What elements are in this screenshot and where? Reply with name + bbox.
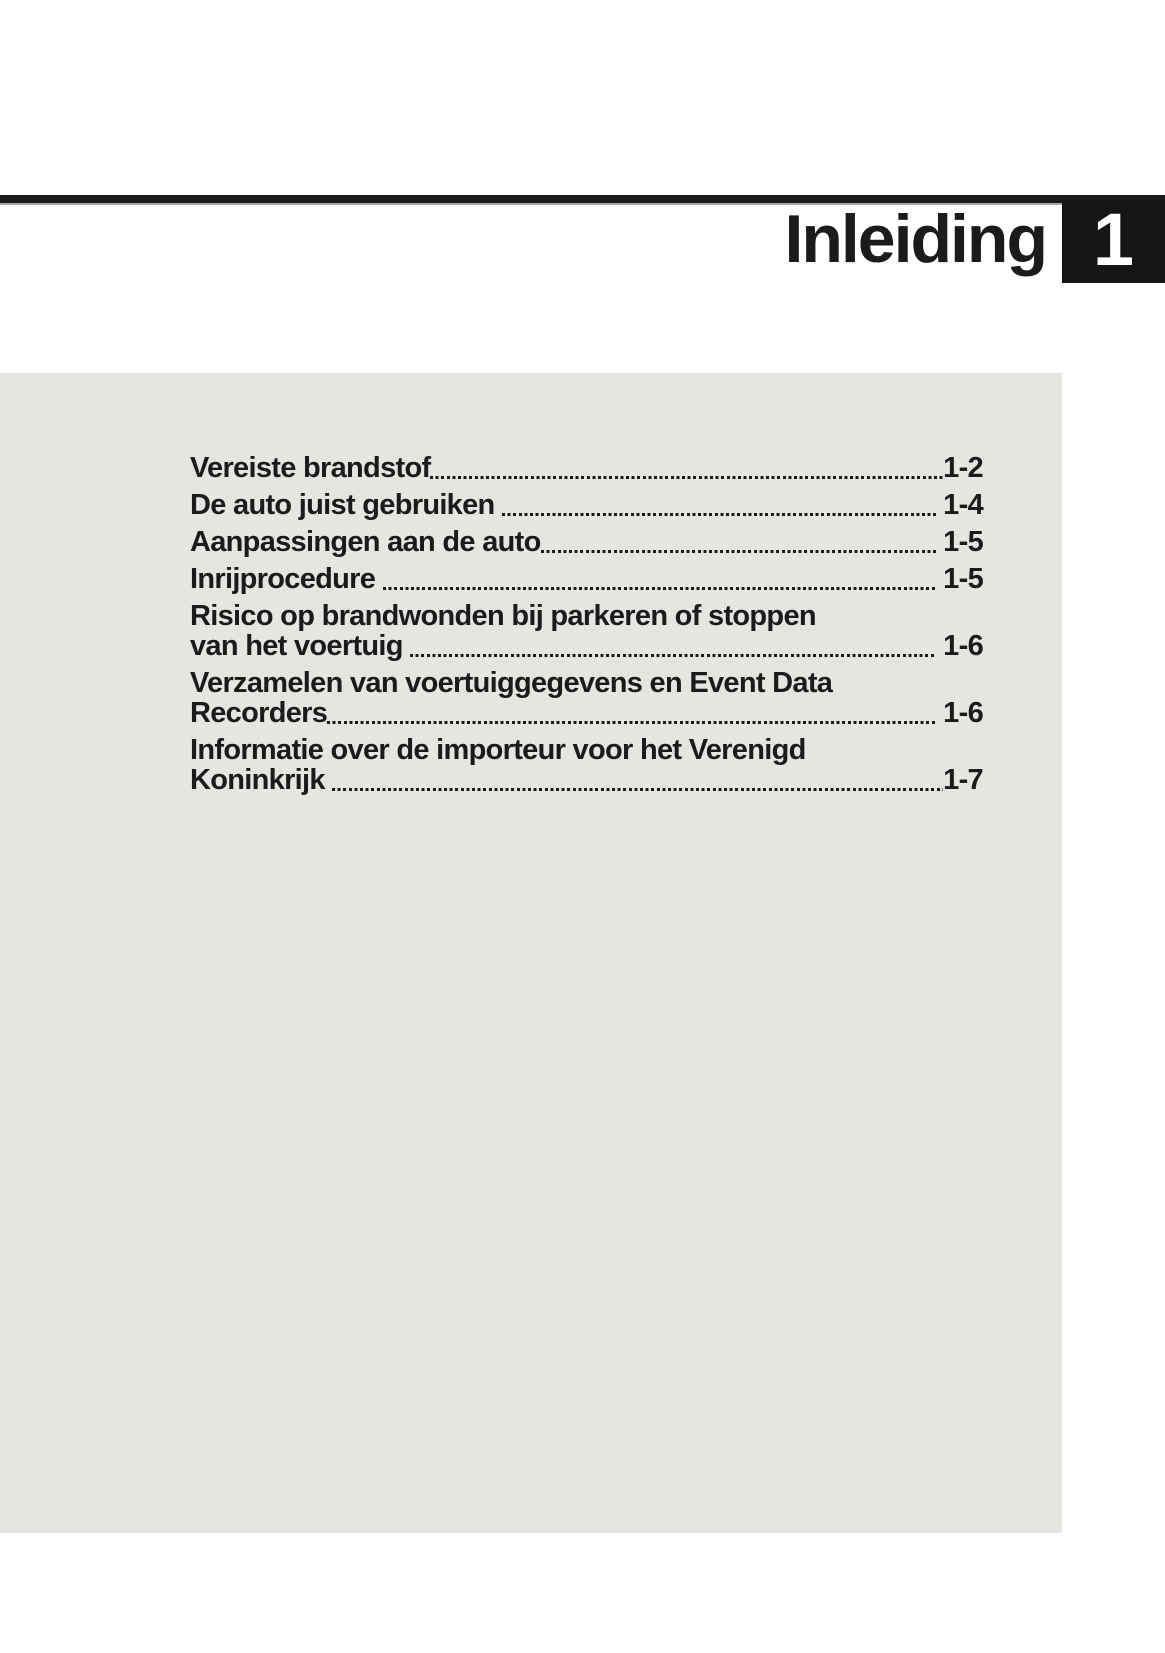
toc-entry-title: van het voertuig <box>190 630 411 662</box>
toc-line <box>190 564 983 594</box>
toc-line <box>190 601 983 631</box>
toc-entry-title: De auto juist gebruiken <box>190 489 502 521</box>
toc-line <box>190 765 983 795</box>
toc-line <box>190 668 983 698</box>
toc-entry <box>190 527 983 557</box>
toc-entry-title: Aanpassingen aan de auto <box>190 526 541 558</box>
toc-entry-title: Koninkrijk <box>190 764 333 796</box>
dot-leader <box>327 721 936 725</box>
toc-entry-title: Recorders <box>190 697 328 729</box>
toc-line <box>190 735 983 765</box>
page-number: 1-5 <box>935 526 983 558</box>
toc-line <box>190 527 983 557</box>
page-number: 1-2 <box>943 452 983 484</box>
page-number: 1-7 <box>943 764 983 796</box>
toc-panel <box>0 373 1062 1533</box>
toc-entry <box>190 735 983 795</box>
toc-entry <box>190 564 983 594</box>
dot-leader <box>502 513 936 517</box>
chapter-number: 1 <box>1092 197 1135 281</box>
toc-entry-title: Vereiste brandstof <box>190 452 431 484</box>
toc-entry <box>190 601 983 661</box>
toc-line <box>190 490 983 520</box>
toc-entry-title: Inrijprocedure <box>190 563 383 595</box>
toc-entry <box>190 453 983 483</box>
toc-entry-title: Informatie over de importeur voor het Verenigd <box>190 734 806 766</box>
page-number: 1-5 <box>935 563 983 595</box>
dot-leader <box>430 476 943 480</box>
toc-entry-title: Verzamelen van voertuiggegevens en Event Data <box>190 667 833 699</box>
toc-entry <box>190 490 983 520</box>
toc-line <box>190 453 983 483</box>
toc-entry-title: Risico op brandwonden bij parkeren of stoppen <box>190 600 816 632</box>
dot-leader <box>541 550 936 554</box>
page-number: 1-6 <box>935 630 983 662</box>
toc-entry <box>190 668 983 728</box>
dot-leader <box>383 587 936 591</box>
dot-leader <box>332 788 943 792</box>
chapter-number-box <box>1062 197 1165 283</box>
toc-line <box>190 698 983 728</box>
toc-line <box>190 631 983 661</box>
page-number: 1-6 <box>935 697 983 729</box>
chapter-title: Inleiding <box>784 201 1046 277</box>
dot-leader <box>410 654 936 658</box>
page-number: 1-4 <box>935 489 983 521</box>
